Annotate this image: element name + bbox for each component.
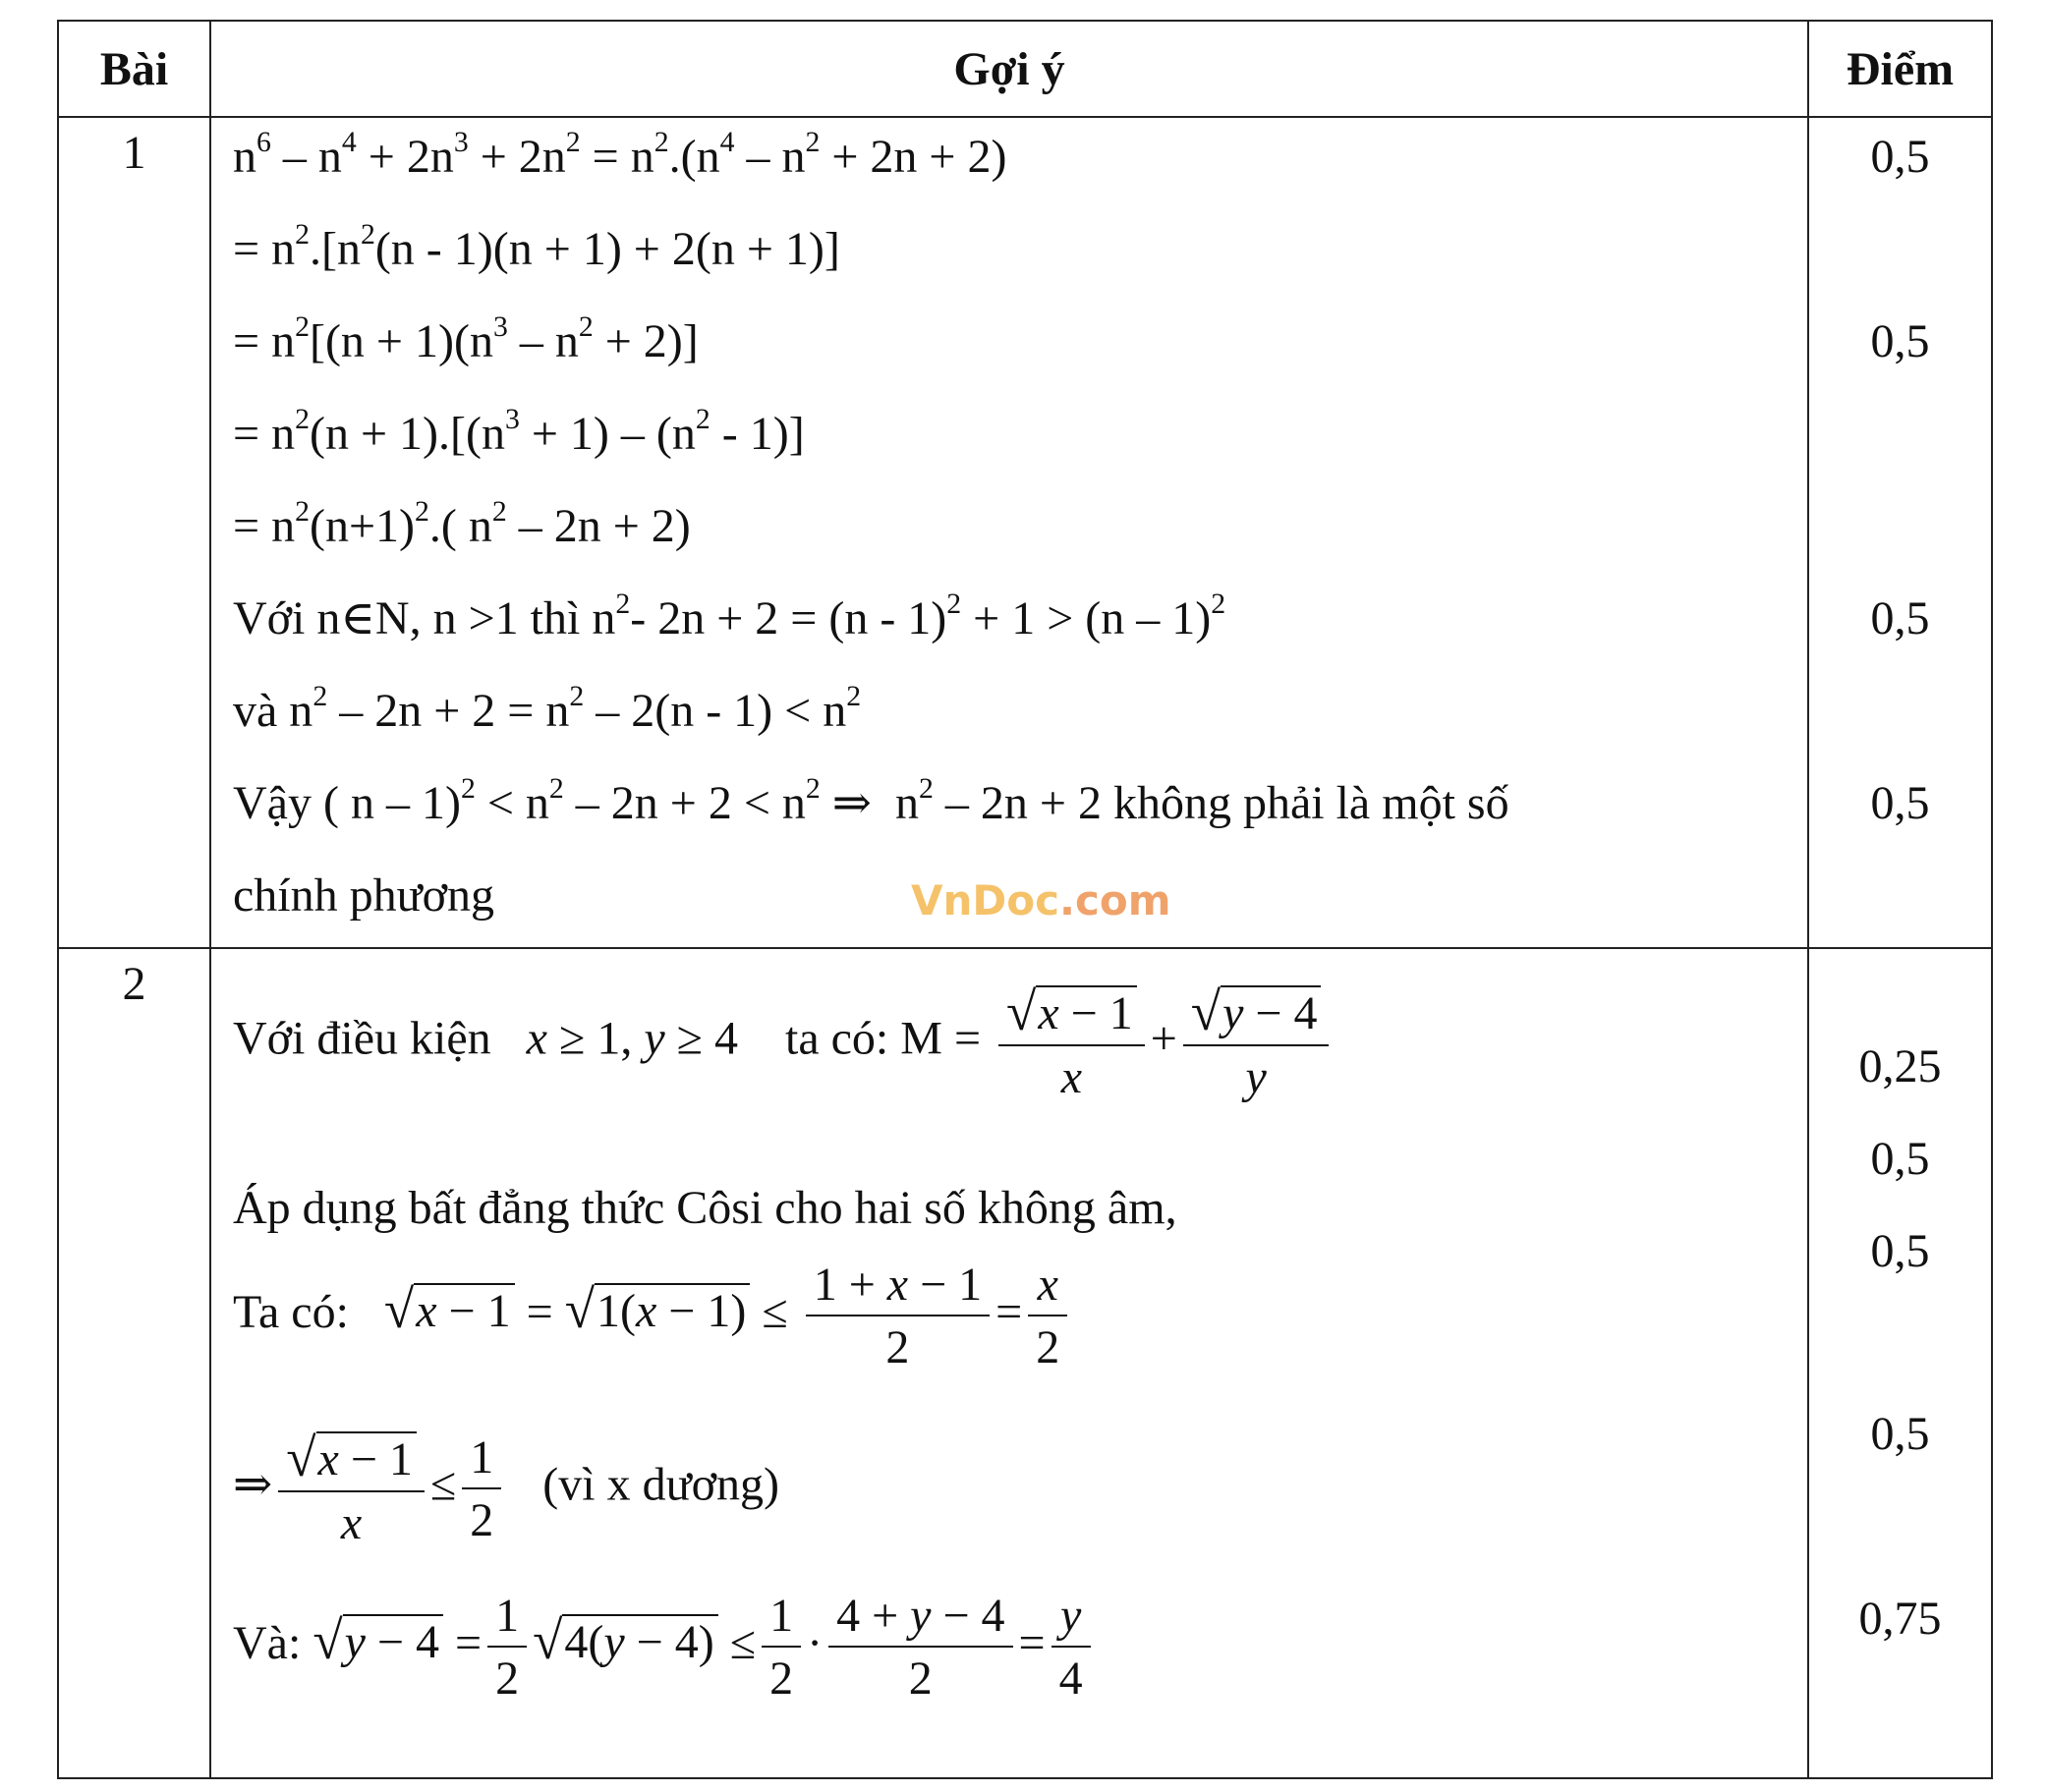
text-voi: Với n — [233, 592, 341, 644]
bai-2-solution — [210, 948, 1808, 1778]
fraction-sqrt-x-over-x: √ x − 1 x — [998, 984, 1145, 1101]
bai-2-line-3: Ta có: √ x − 1 = √ 1(x − 1) ≤ $\frac{1 + x - 1}{2}$ = $\frac{x}{2}$ — [233, 1261, 1073, 1372]
bai-2-line-1: Với điều kiện x ≥ 1, y ≥ 4 ta có: M = √ x − 1 x + √ y − 4 y — [233, 984, 1335, 1101]
bai-1-line-2: = $n^2.[n^2(n - 1)(n + 1) + 2(n + 1)]$ — [233, 218, 840, 275]
bai-1-points — [1808, 117, 1992, 948]
bai-2-point-5: 0,75 — [1858, 1593, 1942, 1645]
text-va: và n — [233, 685, 313, 737]
bai-2-point-4: 0,5 — [1870, 1408, 1930, 1460]
bai-1-line-3: = $n^2[(n + 1)(n^3 - n^2 + 2)]$ — [233, 310, 699, 367]
bai-1-line-8: Vậy ( $n - 1)^2 < n^2 - 2n + 2 < n^2$ ⇒ $n^2 - 2n + 2$ không phải là một số — [233, 772, 1509, 829]
header-diem: Điểm — [1808, 21, 1992, 117]
bai-1-line-4: = $n^2(n + 1).[(n^3 + 1) - (n^2 - 1)]$ — [233, 403, 805, 460]
text-khong-phai: không phải là một số — [1101, 777, 1509, 829]
text-va-2: Và: — [233, 1617, 302, 1670]
fraction-4-plus-y: $\frac{4 + y - 4}{2}$ — [828, 1593, 1012, 1703]
bai-1-point-4: 0,5 — [1870, 777, 1930, 829]
solution-table — [57, 20, 1993, 1779]
text-ta-co-m: ta có: M = — [784, 1012, 982, 1065]
element-of-symbol: ∈ — [340, 592, 375, 644]
text-voi-dieu-kien: Với điều kiện — [233, 1012, 491, 1065]
fraction-1-over-2: $\frac{1}{2}$ — [462, 1434, 501, 1544]
bai-1-solution — [210, 117, 1808, 948]
bai-1-line-1: $n^6 - n^4 + 2n^3 + 2n^2 = n^2.(n^4 - n^2 + 2n + 2)$ — [233, 126, 1007, 183]
table-row-bai-1 — [58, 117, 1992, 948]
fraction-y-over-4: $\frac{y}{4}$ — [1051, 1593, 1091, 1703]
bai-1-point-2: 0,5 — [1870, 315, 1930, 367]
bai-2-point-1: 0,25 — [1858, 1040, 1942, 1092]
text-vay: Vậy ( n – 1) — [233, 777, 461, 829]
bai-2-line-4: ⇒ √ x − 1 x ≤ $\frac{1}{2}$ (vì x dương) — [233, 1428, 779, 1550]
fraction-x-over-2: $\frac{x}{2}$ — [1028, 1261, 1067, 1372]
bai-1-point-1: 0,5 — [1870, 131, 1930, 183]
bai-1-point-3: 0,5 — [1870, 592, 1930, 644]
bai-1-line-7: và $n^2 - 2n + 2 = n^2 - 2(n - 1) < n^2$ — [233, 680, 862, 737]
text-ta-co: Ta có: — [233, 1286, 349, 1339]
bai-2-point-2: 0,5 — [1870, 1133, 1930, 1185]
text-vi-x-duong: (vì x dương) — [542, 1458, 779, 1511]
vndoc-watermark-logo: VnDoc.com — [911, 876, 1171, 924]
fraction-sqrt-y-over-y: √ y − 4 y — [1183, 984, 1330, 1101]
header-row — [58, 21, 1992, 117]
bai-1-line-6: Với n∈N, n >1 thì $n^2-$ 2n + 2 = (n - 1)$^2$ + 1 > (n – 1)$^2$ — [233, 588, 1226, 644]
table-row-bai-2 — [58, 948, 1992, 1778]
text-n-cond: N, n >1 thì n — [374, 592, 616, 644]
bai-1-number: 1 — [58, 117, 210, 948]
bai-2-point-3: 0,5 — [1870, 1225, 1930, 1277]
header-goi-y: Gợi ý — [210, 21, 1808, 117]
header-bai: Bài — [58, 21, 210, 117]
bai-2-line-2: Áp dụng bất đẳng thức Côsi cho hai số không âm, — [233, 1182, 1177, 1234]
fraction-sqrt-x-1-over-x: √ x − 1 x — [278, 1430, 425, 1547]
bai-1-line-5: = $n^2(n+1)^2$.( $n^2 - 2n + 2$) — [233, 495, 691, 552]
fraction-1-plus-x: $\frac{1 + x - 1}{2}$ — [806, 1261, 990, 1372]
bai-2-points — [1808, 948, 1992, 1778]
bai-1-line-9: chính phương — [233, 869, 495, 922]
bai-2-number: 2 — [58, 948, 210, 1778]
bai-2-line-5: Và: √ y − 4 = $\frac{1}{2}$ √ 4(y − 4) ≤ $\frac{1}{2}$ · $\frac{4 + y - 4}{2}$ = $\frac{y}{4}$ — [233, 1593, 1097, 1703]
